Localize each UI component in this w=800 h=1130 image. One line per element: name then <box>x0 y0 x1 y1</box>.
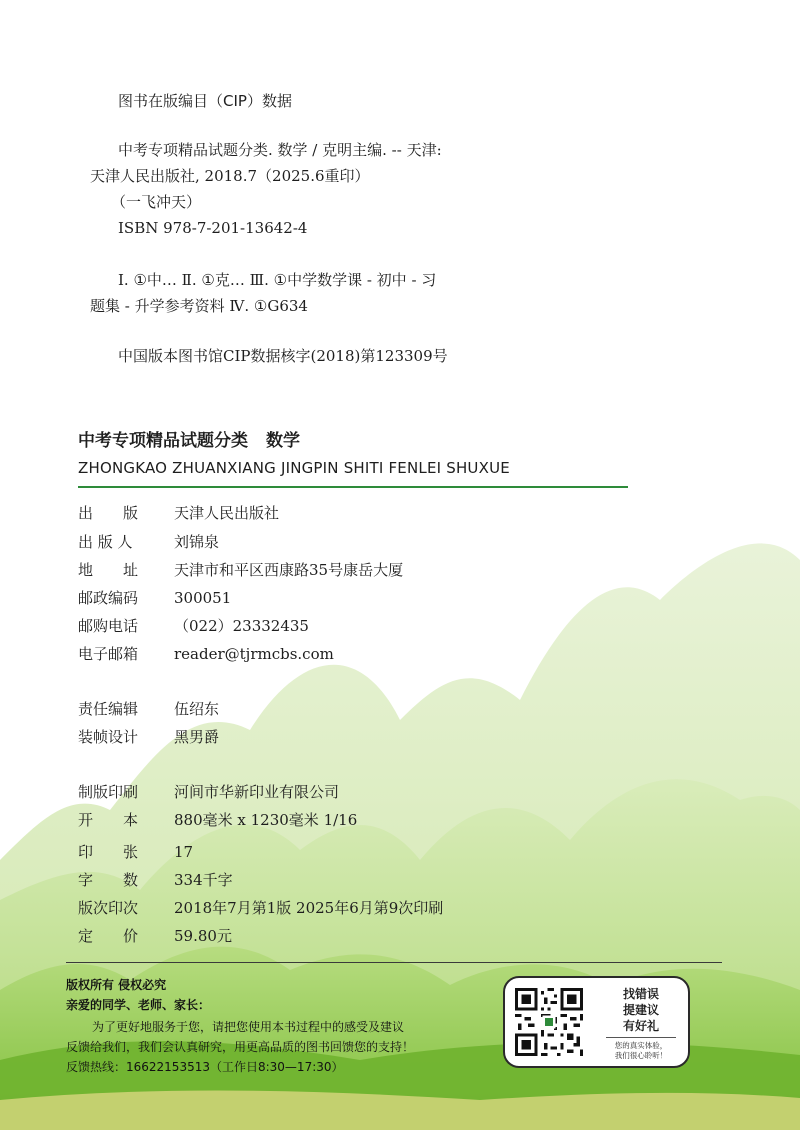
feedback-message-1: 为了更好地服务于您，请把您使用本书过程中的感受及建议 <box>92 1020 405 1034</box>
book-title <box>78 426 300 451</box>
info-row <box>78 616 309 636</box>
cip-class-1: Ⅰ. ①中… Ⅱ. ①克… Ⅲ. ①中学数学课 - 初中 - 习 <box>118 271 437 289</box>
cip-isbn: ISBN 978-7-201-13642-4 <box>118 219 308 237</box>
book-subject: 数学 <box>266 431 300 451</box>
info-row <box>78 842 194 862</box>
info-label: 装帧设计 <box>78 728 139 746</box>
promo-line-3: 有好礼 <box>622 1019 659 1033</box>
info-label: 开 本 <box>78 811 139 829</box>
info-value: 刘锦泉 <box>174 533 220 551</box>
info-row <box>78 727 220 747</box>
info-value: 300051 <box>174 589 232 607</box>
book-title-main: 中考专项精品试题分类 <box>78 431 248 451</box>
promo-divider <box>606 1037 676 1038</box>
info-value: 伍绍东 <box>174 700 220 718</box>
info-row <box>78 644 334 664</box>
footer-divider <box>66 962 722 963</box>
info-label: 电子邮箱 <box>78 645 139 663</box>
info-row <box>78 503 280 523</box>
title-divider <box>78 486 628 488</box>
feedback-message-2: 反馈给我们，我们会认真研究，用更高品质的图书回馈您的支持！ <box>66 1040 415 1054</box>
info-row <box>78 898 444 918</box>
info-label: 邮政编码 <box>78 589 139 607</box>
qr-code-icon[interactable] <box>515 988 583 1056</box>
info-value: 黑男爵 <box>174 728 220 746</box>
info-value: 天津人民出版社 <box>174 504 280 522</box>
info-row <box>78 926 232 946</box>
cip-line-1: 中考专项精品试题分类. 数学 / 克明主编. -- 天津: <box>118 141 442 159</box>
cip-line-2: 天津人民出版社, 2018.7（2025.6重印） <box>90 167 370 185</box>
info-label: 版次印次 <box>78 899 139 917</box>
info-value: 2018年7月第1版 2025年6月第9次印刷 <box>174 899 444 917</box>
info-value: 59.80元 <box>174 927 232 945</box>
info-value: 334千字 <box>174 871 233 889</box>
info-value: reader@tjrmcbs.com <box>174 645 334 663</box>
rights-notice: 版权所有 侵权必究 <box>66 978 167 992</box>
cip-heading: 图书在版编目（CIP）数据 <box>118 92 292 110</box>
feedback-hotline: 反馈热线：16622153513（工作日8:30—17:30） <box>66 1060 344 1074</box>
feedback-promo-card <box>503 976 690 1068</box>
info-row <box>78 560 404 580</box>
promo-text <box>601 986 681 1061</box>
promo-line-2: 提建议 <box>622 1003 659 1017</box>
greeting: 亲爱的同学、老师、家长： <box>66 998 211 1012</box>
info-label: 字 数 <box>78 871 139 889</box>
book-pinyin: ZHONGKAO ZHUANXIANG JINGPIN SHITI FENLEI SHUXUE <box>78 459 510 477</box>
cip-line-3: （一飞冲天） <box>111 193 202 211</box>
info-row <box>78 870 233 890</box>
cip-record: 中国版本图书馆CIP数据核字(2018)第123309号 <box>118 347 448 365</box>
info-row <box>78 699 220 719</box>
info-row <box>78 588 232 608</box>
info-row <box>78 782 340 802</box>
info-label: 制版印刷 <box>78 783 139 801</box>
info-value: 17 <box>174 843 194 861</box>
info-row <box>78 532 220 552</box>
info-value: 河间市华新印业有限公司 <box>174 783 340 801</box>
info-row <box>78 810 358 830</box>
info-label: 责任编辑 <box>78 700 139 718</box>
promo-small-2: 我们很心聆听！ <box>614 1051 668 1060</box>
info-label: 地 址 <box>78 561 139 579</box>
promo-line-1: 找错误 <box>622 987 659 1001</box>
cip-class-2: 题集 - 升学参考资料 Ⅳ. ①G634 <box>90 297 308 315</box>
info-label: 出 版 人 <box>78 533 133 551</box>
info-label: 定 价 <box>78 927 139 945</box>
info-value: 880毫米 x 1230毫米 1/16 <box>174 811 358 829</box>
info-value: 天津市和平区西康路35号康岳大厦 <box>174 561 404 579</box>
info-label: 印 张 <box>78 843 139 861</box>
info-value: （022）23332435 <box>174 617 309 635</box>
info-label: 出 版 <box>78 504 139 522</box>
info-label: 邮购电话 <box>78 617 139 635</box>
promo-small-1: 您的真实体验， <box>614 1041 668 1050</box>
